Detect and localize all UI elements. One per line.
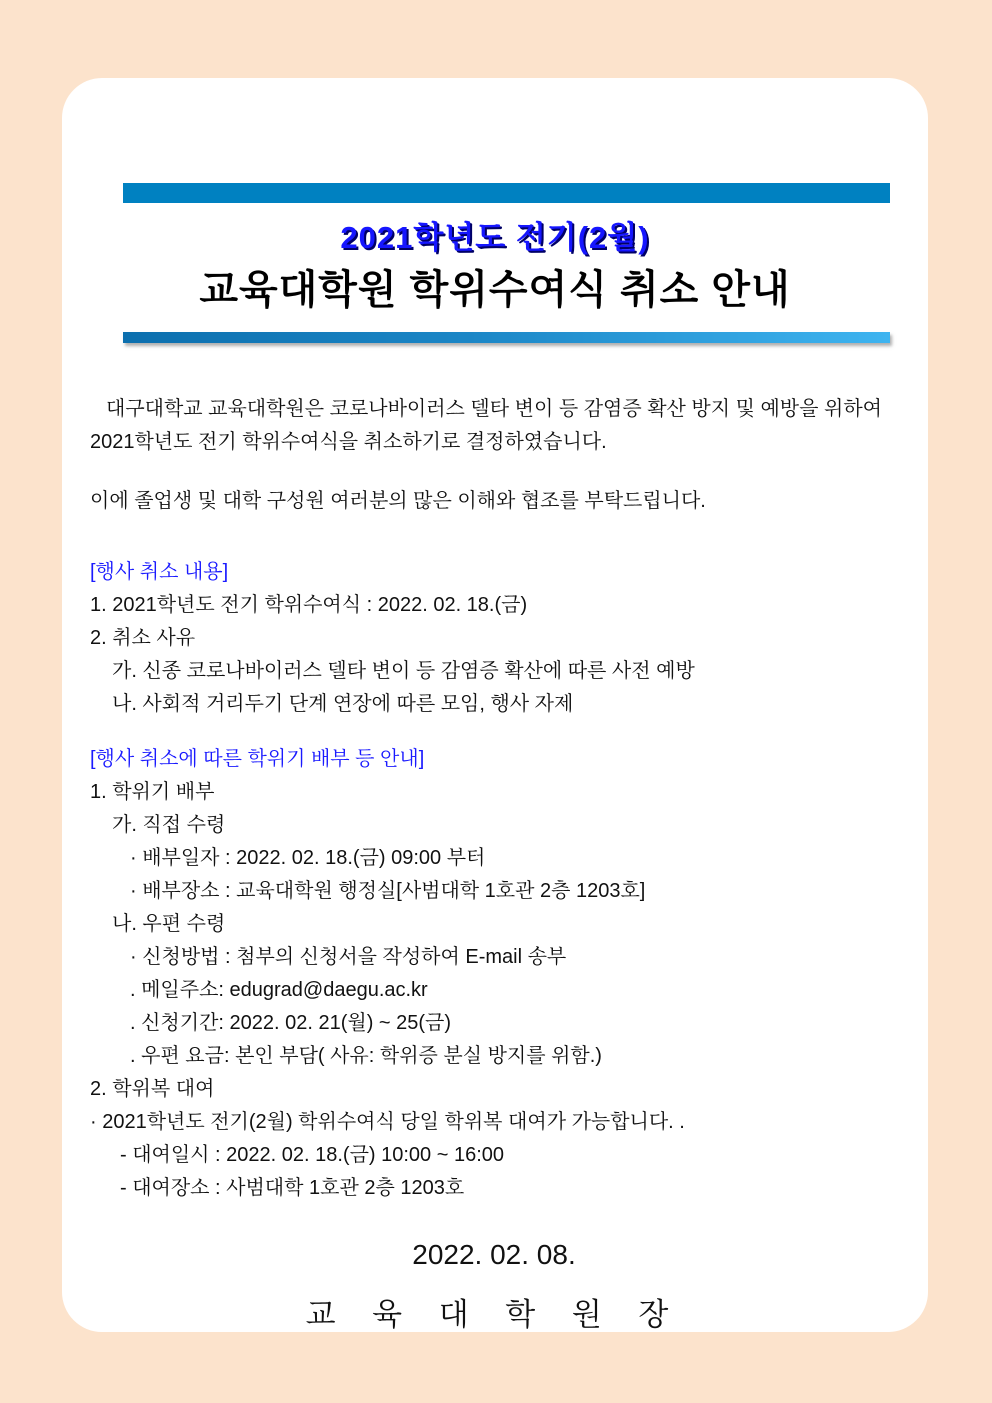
- list-item: 나. 우편 수령: [112, 913, 226, 935]
- section-header-cancellation: [행사 취소 내용]: [90, 561, 229, 583]
- list-item: · 2021학년도 전기(2월) 학위수여식 당일 학위복 대여가 가능합니다. .: [90, 1111, 685, 1133]
- list-item: 1. 학위기 배부: [90, 781, 215, 803]
- list-item: 2. 취소 사유: [90, 627, 196, 649]
- intro-paragraph: 대구대학교 교육대학원은 코로나바이러스 델타 변이 등 감염증 확산 방지 및 예방을 위하여 2021학년도 전기 학위수여식을 취소하기로 결정하였습니다.: [90, 398, 882, 453]
- notice-subtitle: 2021학년도 전기(2월): [340, 220, 650, 255]
- list-item: · 배부일자 : 2022. 02. 18.(금) 09:00 부터: [130, 847, 486, 869]
- list-item: 가. 직접 수령: [112, 814, 226, 836]
- list-item: . 우편 요금: 본인 부담( 사유: 학위증 분실 방지를 위함.): [130, 1045, 602, 1067]
- notice-body: [90, 393, 898, 1335]
- list-item: - 대여일시 : 2022. 02. 18.(금) 10:00 ~ 16:00: [120, 1144, 505, 1166]
- list-item: 1. 2021학년도 전기 학위수여식 : 2022. 02. 18.(금): [90, 594, 528, 616]
- list-item: . 메일주소: edugrad@daegu.ac.kr: [130, 979, 428, 1001]
- intro-paragraph: 이에 졸업생 및 대학 구성원 여러분의 많은 이해와 협조를 부탁드립니다.: [90, 490, 706, 512]
- list-item: . 신청기간: 2022. 02. 21(월) ~ 25(금): [130, 1012, 452, 1034]
- notice-card: [62, 78, 928, 1332]
- list-item: 가. 신종 코로나바이러스 델타 변이 등 감염증 확산에 따른 사전 예방: [112, 660, 695, 682]
- title-underline-bar: [123, 332, 890, 343]
- list-item: 2. 학위복 대여: [90, 1078, 215, 1100]
- notice-date: 2022. 02. 08.: [412, 1239, 576, 1270]
- signature: 교 육 대 학 원 장: [305, 1297, 683, 1332]
- list-item: · 배부장소 : 교육대학원 행정실[사범대학 1호관 2층 1203호]: [130, 880, 646, 902]
- list-item: · 신청방법 : 첨부의 신청서을 작성하여 E-mail 송부: [130, 946, 567, 968]
- notice-title: 교육대학원 학위수여식 취소 안내: [199, 268, 791, 312]
- list-item: - 대여장소 : 사범대학 1호관 2층 1203호: [120, 1177, 465, 1199]
- header-accent-bar: [123, 183, 890, 203]
- section-header-diploma-distribution: [행사 취소에 따른 학위기 배부 등 안내]: [90, 748, 425, 770]
- list-item: 나. 사회적 거리두기 단계 연장에 따른 모임, 행사 자제: [112, 693, 574, 715]
